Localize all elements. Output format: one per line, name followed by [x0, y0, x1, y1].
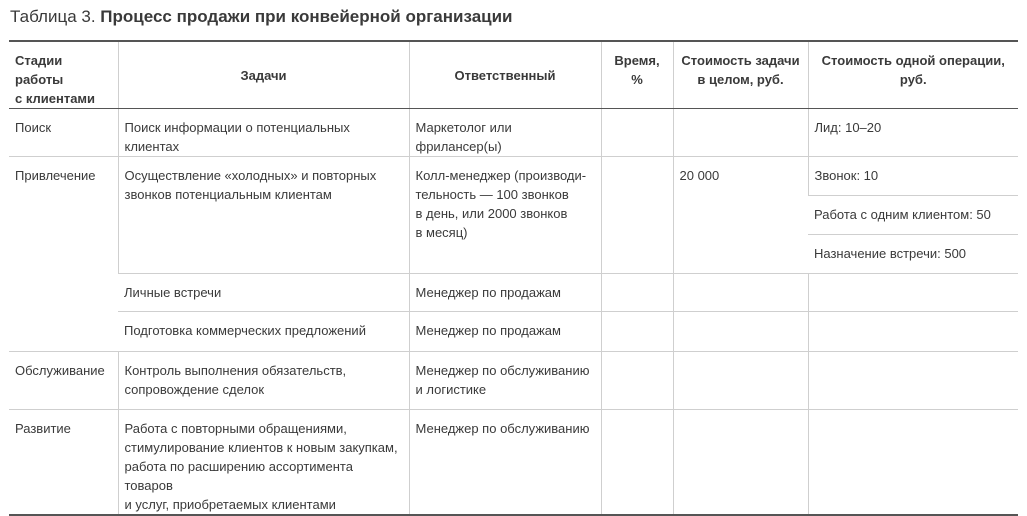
- cell-time: [601, 352, 673, 410]
- cell-responsible: Менеджер по продажам: [409, 312, 601, 352]
- table-row-search: [9, 109, 1018, 157]
- header-task-cost: Стоимость задачи в целом, руб.: [673, 41, 808, 109]
- cell-time: [601, 312, 673, 352]
- cell-time: [601, 109, 673, 157]
- header-stage: Стадии работы с клиентами: [9, 41, 118, 109]
- cell-operation-cost: Звонок: 10: [808, 157, 1018, 196]
- cell-stage: Привлечение: [9, 157, 118, 352]
- cell-task-cost: [673, 410, 808, 516]
- cell-time: [601, 410, 673, 516]
- cell-task-cost: 20 000: [673, 157, 808, 274]
- header-responsible: Ответственный: [409, 41, 601, 109]
- cell-task-cost: [673, 312, 808, 352]
- cell-operation-cost: [808, 312, 1018, 352]
- cell-operation-cost: Лид: 10–20: [808, 109, 1018, 157]
- cell-operation-cost: [808, 274, 1018, 312]
- cell-task: Личные встречи: [118, 274, 409, 312]
- cell-stage: Развитие: [9, 410, 118, 516]
- cell-responsible: Менеджер по продажам: [409, 274, 601, 312]
- header-operation-cost: Стоимость одной операции, руб.: [808, 41, 1018, 109]
- cell-time: [601, 274, 673, 312]
- cell-task: Работа с повторными обращениями, стимулирование клиентов к новым закупкам, работа по расширению ассортимента товаров и услуг, приобретаемых клиентами: [118, 410, 409, 516]
- cell-responsible: Колл-менеджер (производи- тельность — 100 звонков в день, или 2000 звонков в месяц): [409, 157, 601, 274]
- table-row-attraction: [9, 157, 1018, 196]
- cell-responsible: Маркетолог или фрилансер(ы): [409, 109, 601, 157]
- table-row-development: [9, 410, 1018, 516]
- table-row-proposals: [9, 312, 1018, 352]
- sales-process-table: [9, 40, 1018, 516]
- header-time: Время, %: [601, 41, 673, 109]
- table-row-service: [9, 352, 1018, 410]
- cell-task-cost: [673, 274, 808, 312]
- cell-task-cost: [673, 109, 808, 157]
- cell-time: [601, 157, 673, 274]
- caption-title: Процесс продажи при конвейерной организации: [100, 7, 513, 26]
- header-row: [9, 41, 1018, 109]
- cell-responsible: Менеджер по обслуживанию и логистике: [409, 352, 601, 410]
- cell-responsible: Менеджер по обслуживанию: [409, 410, 601, 516]
- cell-task: Поиск информации о потенциальных клиентах: [118, 109, 409, 157]
- cell-operation-cost: Назначение встречи: 500: [808, 235, 1018, 274]
- cell-operation-cost: Работа с одним клиентом: 50: [808, 196, 1018, 235]
- cell-task-cost: [673, 352, 808, 410]
- cell-task: Подготовка коммерческих предложений: [118, 312, 409, 352]
- cell-stage: Поиск: [9, 109, 118, 157]
- cell-task: Осуществление «холодных» и повторных звонков потенциальным клиентам: [118, 157, 409, 274]
- table-row-meetings: [9, 274, 1018, 312]
- caption-label: Таблица 3.: [10, 7, 96, 26]
- header-tasks: Задачи: [118, 41, 409, 109]
- cell-operation-cost: [808, 410, 1018, 516]
- table-caption: [10, 7, 513, 27]
- cell-stage: Обслуживание: [9, 352, 118, 410]
- cell-operation-cost: [808, 352, 1018, 410]
- cell-task: Контроль выполнения обязательств, сопровождение сделок: [118, 352, 409, 410]
